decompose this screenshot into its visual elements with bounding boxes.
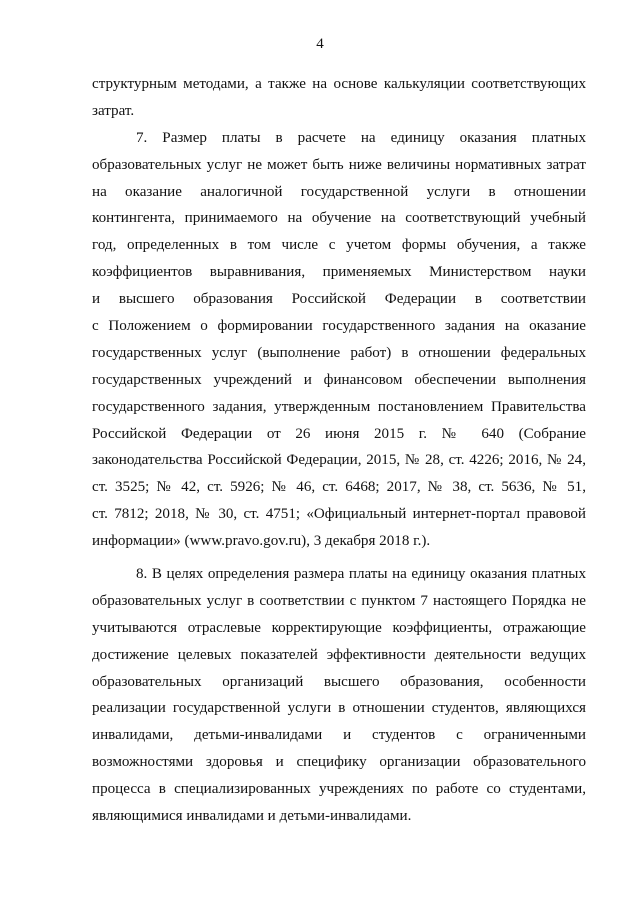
- text-line: государственных услуг (выполнение работ) в отношении федеральных: [92, 344, 586, 361]
- text-line: реализации государственной услуги в отношении студентов, являющихся: [92, 700, 586, 717]
- text-line: ст. 3525; № 42, ст. 5926; № 46, ст. 6468; 2017, № 38, ст. 5636, № 51,: [92, 479, 586, 496]
- page-number: 4: [316, 36, 324, 52]
- text-line: государственного задания, утвержденным постановлением Правительства: [92, 398, 586, 415]
- text-line: структурным методами, а также на основе калькуляции соответствующих: [92, 76, 586, 92]
- text-line: 7. Размер платы в расчете на единицу оказания платных: [136, 129, 586, 146]
- text-line: учитываются отраслевые корректирующие коэффициенты, отражающие: [92, 619, 586, 636]
- paragraph-item-7: [92, 125, 586, 555]
- text-line: затрат.: [92, 102, 135, 119]
- paragraph-continuation: [92, 71, 586, 125]
- text-line: являющимися инвалидами и детьми-инвалидами.: [92, 808, 412, 825]
- paragraph-item-8: [92, 561, 586, 830]
- text-line: ст. 7812; 2018, № 30, ст. 4751; «Официальный интернет-портал правовой: [92, 506, 586, 523]
- text-line: образовательных организаций высшего образования, особенности: [92, 673, 586, 690]
- text-line: на оказание аналогичной государственной услуги в отношении: [92, 183, 586, 200]
- text-line: 8. В целях определения размера платы на единицу оказания платных: [136, 566, 586, 583]
- text-line: с Положением о формировании государственного задания на оказание: [92, 318, 586, 335]
- text-line: возможностями здоровья и специфику организации образовательного: [92, 754, 586, 771]
- text-line: инвалидами, детьми-инвалидами и студентов с ограниченными: [92, 727, 586, 744]
- text-line: информации» (www.pravo.gov.ru), 3 декабря 2018 г.).: [92, 533, 431, 550]
- text-line: и высшего образования Российской Федерации в соответствии: [92, 291, 586, 308]
- text-line: государственных учреждений и финансовом обеспечении выполнения: [92, 371, 586, 388]
- document-body: [92, 71, 586, 830]
- text-line: достижение целевых показателей эффективности деятельности ведущих: [92, 646, 586, 663]
- text-line: образовательных услуг в соответствии с пунктом 7 настоящего Порядка не: [92, 592, 586, 609]
- text-line: образовательных услуг не может быть ниже величины нормативных затрат: [92, 156, 586, 173]
- text-line: контингента, принимаемого на обучение на соответствующий учебный: [92, 210, 586, 227]
- text-line: коэффициентов выравнивания, применяемых Министерством науки: [92, 264, 586, 281]
- text-line: год, определенных в том числе с учетом формы обучения, а также: [92, 237, 586, 254]
- text-line: законодательства Российской Федерации, 2015, № 28, ст. 4226; 2016, № 24,: [92, 452, 586, 469]
- text-line: процесса в специализированных учреждениях по работе со студентами,: [92, 781, 586, 798]
- text-line: Российской Федерации от 26 июня 2015 г. № 640 (Собрание: [92, 425, 586, 442]
